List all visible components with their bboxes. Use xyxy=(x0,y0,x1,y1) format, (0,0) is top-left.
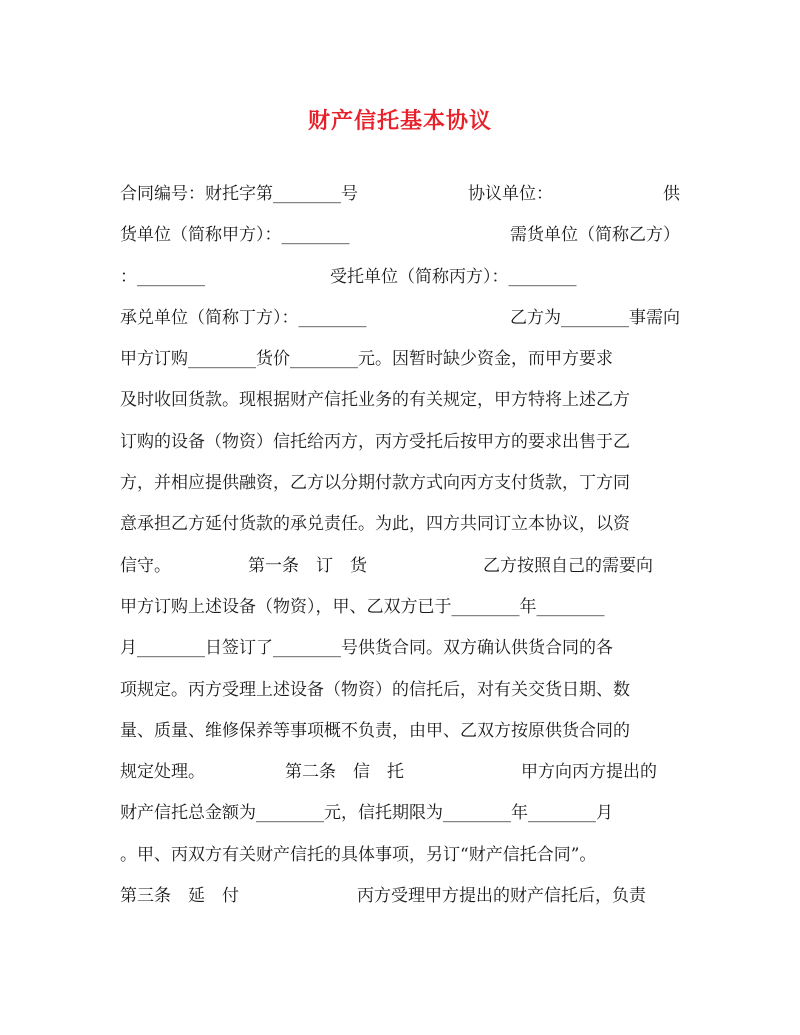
body-line xyxy=(120,301,680,342)
body-line xyxy=(120,177,680,218)
line-tail-text: 供 xyxy=(663,184,680,204)
body-line xyxy=(120,714,680,755)
paragraph-text: 。甲、丙双方有关财产信托的具体事项，另订“财产信托合同”。 xyxy=(120,844,597,865)
body-line xyxy=(120,673,680,714)
body-line xyxy=(120,549,680,590)
party-a-field: 货单位（简称甲方）：________ xyxy=(120,225,350,246)
body-line xyxy=(120,383,680,424)
paragraph-text: 意承担乙方延付货款的承兑责任。为此，四方共同订立本协议，以资 xyxy=(120,514,630,535)
party-b-field: ：________ xyxy=(120,266,205,287)
body-line xyxy=(120,466,680,507)
line-tail-text: 乙方为________事需向 xyxy=(510,307,680,328)
paragraph-text: 规定处理。 xyxy=(120,762,205,783)
document-title: 财产信托基本协议 xyxy=(307,108,492,134)
paragraph-text: 甲方订购________货价________元。因暂时缺少资金，而甲方要求 xyxy=(120,349,613,370)
document-body xyxy=(120,177,680,920)
agreement-parties-label: 协议单位： xyxy=(468,184,553,204)
body-line xyxy=(120,631,680,672)
paragraph-text: 甲方向丙方提出的 xyxy=(521,762,657,783)
body-line xyxy=(120,260,680,301)
paragraph-text: 项规定。丙方受理上述设备（物资）的信托后，对有关交货日期、数 xyxy=(120,679,630,700)
body-line xyxy=(120,507,680,548)
paragraph-text: 订购的设备（物资）信托给丙方，丙方受托后按甲方的要求出售于乙 xyxy=(120,431,630,452)
party-b-label: 需货单位（简称乙方） xyxy=(510,225,680,246)
contract-number: 合同编号：财托字第________号 xyxy=(120,184,358,204)
article-3-heading: 第三条 延 付 xyxy=(120,886,239,907)
article-1-heading: 第一条 订 货 xyxy=(248,555,367,576)
body-line xyxy=(120,755,680,796)
paragraph-text: 丙方受理甲方提出的财产信托后，负责 xyxy=(357,886,646,907)
paragraph-text: 甲方订购上述设备（物资），甲、乙双方已于________年________ xyxy=(120,596,605,617)
party-c-field: 受托单位（简称丙方）：________ xyxy=(330,266,577,287)
body-line xyxy=(120,590,680,631)
body-line xyxy=(120,879,680,920)
article-2-heading: 第二条 信 托 xyxy=(285,762,404,783)
paragraph-text: 信守。 xyxy=(120,555,171,576)
paragraph-text: 及时收回货款。现根据财产信托业务的有关规定，甲方特将上述乙方 xyxy=(120,390,630,411)
body-line xyxy=(120,838,680,879)
body-line xyxy=(120,796,680,837)
body-line xyxy=(120,425,680,466)
paragraph-text: 月________日签订了________号供货合同。双方确认供货合同的各 xyxy=(120,638,613,659)
body-line xyxy=(120,218,680,259)
paragraph-text: 量、质量、维修保养等事项概不负责，由甲、乙双方按原供货合同的 xyxy=(120,720,630,741)
body-line xyxy=(120,342,680,383)
paragraph-text: 财产信托总金额为________元，信托期限为________年________月 xyxy=(120,803,613,824)
party-d-field: 承兑单位（简称丁方）：________ xyxy=(120,307,367,328)
paragraph-text: 乙方按照自己的需要向 xyxy=(483,555,653,576)
paragraph-text: 方，并相应提供融资，乙方以分期付款方式向丙方支付货款，丁方同 xyxy=(120,473,630,494)
